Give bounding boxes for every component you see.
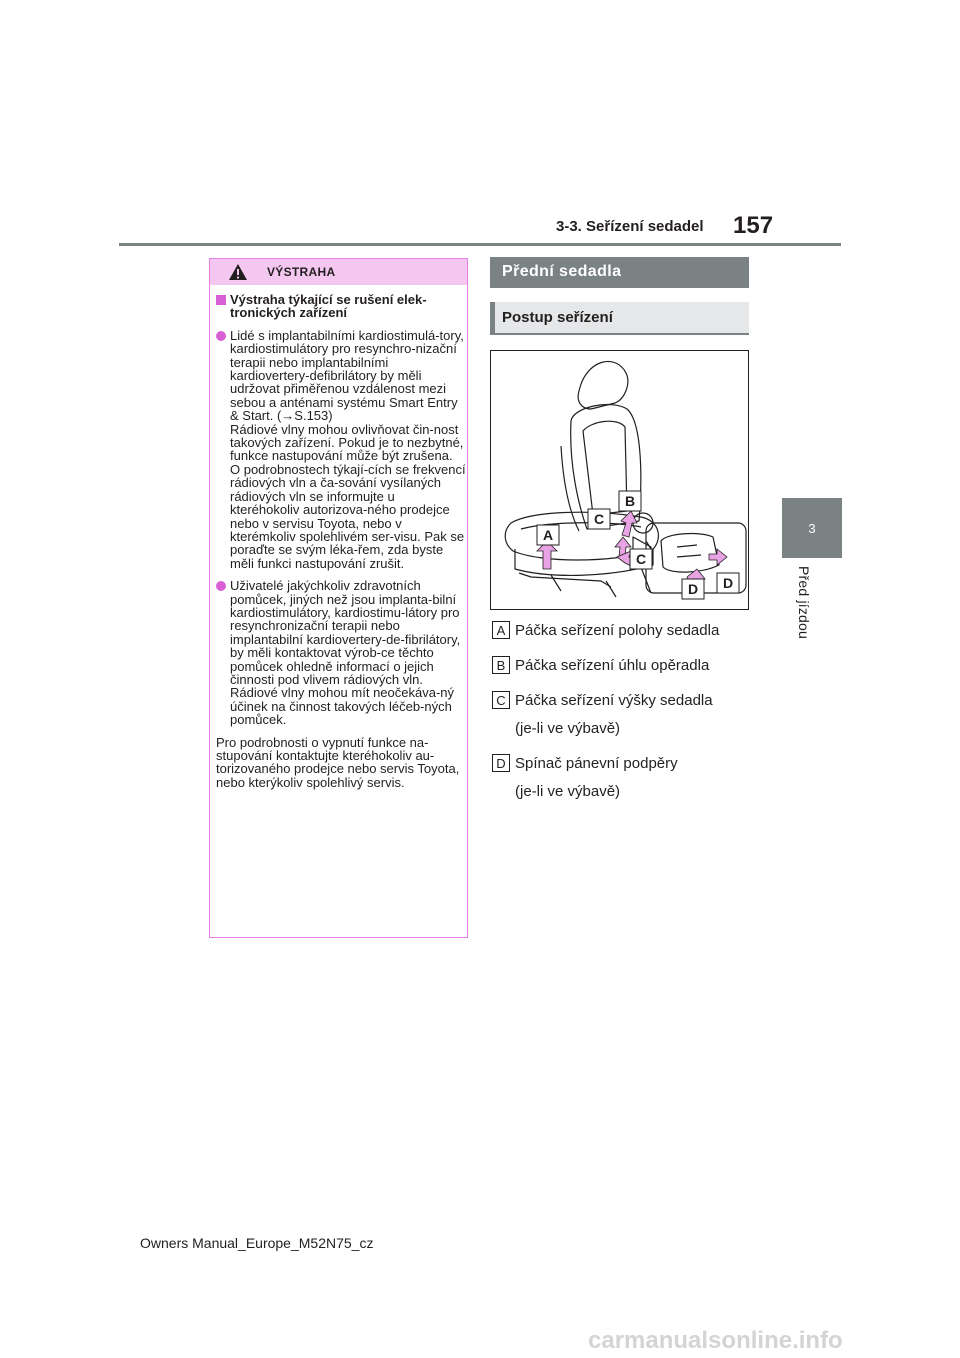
label-d-left: D xyxy=(688,581,699,597)
section-heading: Přední sedadla xyxy=(490,257,749,288)
seat-illustration xyxy=(490,350,749,610)
warning-triangle-icon xyxy=(228,263,248,281)
chapter-tab[interactable] xyxy=(782,498,842,558)
heading-marker xyxy=(490,302,495,333)
warning-header xyxy=(210,259,467,285)
legend-item: C Páčka seřízení výšky sedadla (je-li ve výbavě) xyxy=(492,690,752,740)
square-bullet-icon xyxy=(216,295,226,305)
label-b: B xyxy=(625,493,636,509)
legend-letter: A xyxy=(492,621,510,639)
seat-drawing xyxy=(491,351,748,609)
warning-title: VÝSTRAHA xyxy=(267,265,336,279)
label-c-upper: C xyxy=(594,511,605,527)
page-number: 157 xyxy=(733,212,774,239)
section-title: 3-3. Seřízení sedadel xyxy=(556,218,704,235)
bullet-dot-icon xyxy=(216,581,226,591)
chapter-number: 3 xyxy=(808,520,816,536)
warning-heading: Výstraha týkající se rušení elek-tronických zařízení xyxy=(216,293,466,320)
list-item: Lidé s implantabilními kardiostimulá-tory, kardiostimulátory pro resynchro-nizační terapii nebo implantabilními kardiovertery-defibrilátory by měli udržovat přiměřenou vzdálenost mezi sebou a anténami systému Smart Entry & Start. (→S.153) Rádiové vlny mohou ovlivňovat čin-nost takových zařízení. Pokud je to nezbytné, funkce nastupování může být zrušena. O podrobnostech týkají-cích se frekvencí rádiových vln a ča-sování vysílaných rádiových vln se informujte u kteréhokoliv autorizova-ného prodejce nebo v servisu Toyota, nebo v kterémkoliv spolehlivém ser-visu. Pak se poraďte se svým léka-řem, zda byste měli funkci nastupování zrušit. xyxy=(216,329,466,570)
header-rule xyxy=(119,243,841,246)
legend xyxy=(492,620,752,816)
label-c-lower: C xyxy=(636,551,647,567)
subsection-heading: Postup seřízení xyxy=(490,302,749,335)
legend-letter: B xyxy=(492,656,510,674)
legend-item: D Spínač pánevní podpěry (je-li ve výbavě) xyxy=(492,753,752,803)
footer-text: Owners Manual_Europe_M52N75_cz xyxy=(140,1235,374,1251)
legend-item: B Páčka seřízení úhlu opěradla xyxy=(492,655,752,677)
warning-body xyxy=(216,293,466,789)
legend-letter: D xyxy=(492,754,510,772)
chapter-label: Před jízdou xyxy=(796,566,812,640)
warning-note: Pro podrobnosti o vypnutí funkce na-stupování kontaktujte kteréhokoliv au-torizovaného prodejce nebo servis Toyota, nebo kterýkoliv spolehlivý servis. xyxy=(216,734,460,790)
warning-box xyxy=(209,258,468,938)
label-a: A xyxy=(543,527,554,543)
watermark: carmanualsonline.info xyxy=(588,1327,843,1354)
label-d-right: D xyxy=(723,575,734,591)
list-item: Uživatelé jakýchkoliv zdravotních pomůcek, jiných než jsou implanta-bilní kardiostimulátory, kardiostimu-látory pro resynchronizační terapii nebo implantabilní kardiovertery-de-fibrilátory, by měli kontaktovat výrob-ce těchto pomůcek ohledně informací o jejich činnosti pod vlivem rádiových vln. Rádiové vlny mohou mít neočekáva-ný účinek na činnost takových léčeb-ných pomůcek. xyxy=(216,579,466,726)
legend-item: A Páčka seřízení polohy sedadla xyxy=(492,620,752,642)
bullet-dot-icon xyxy=(216,331,226,341)
legend-letter: C xyxy=(492,691,510,709)
